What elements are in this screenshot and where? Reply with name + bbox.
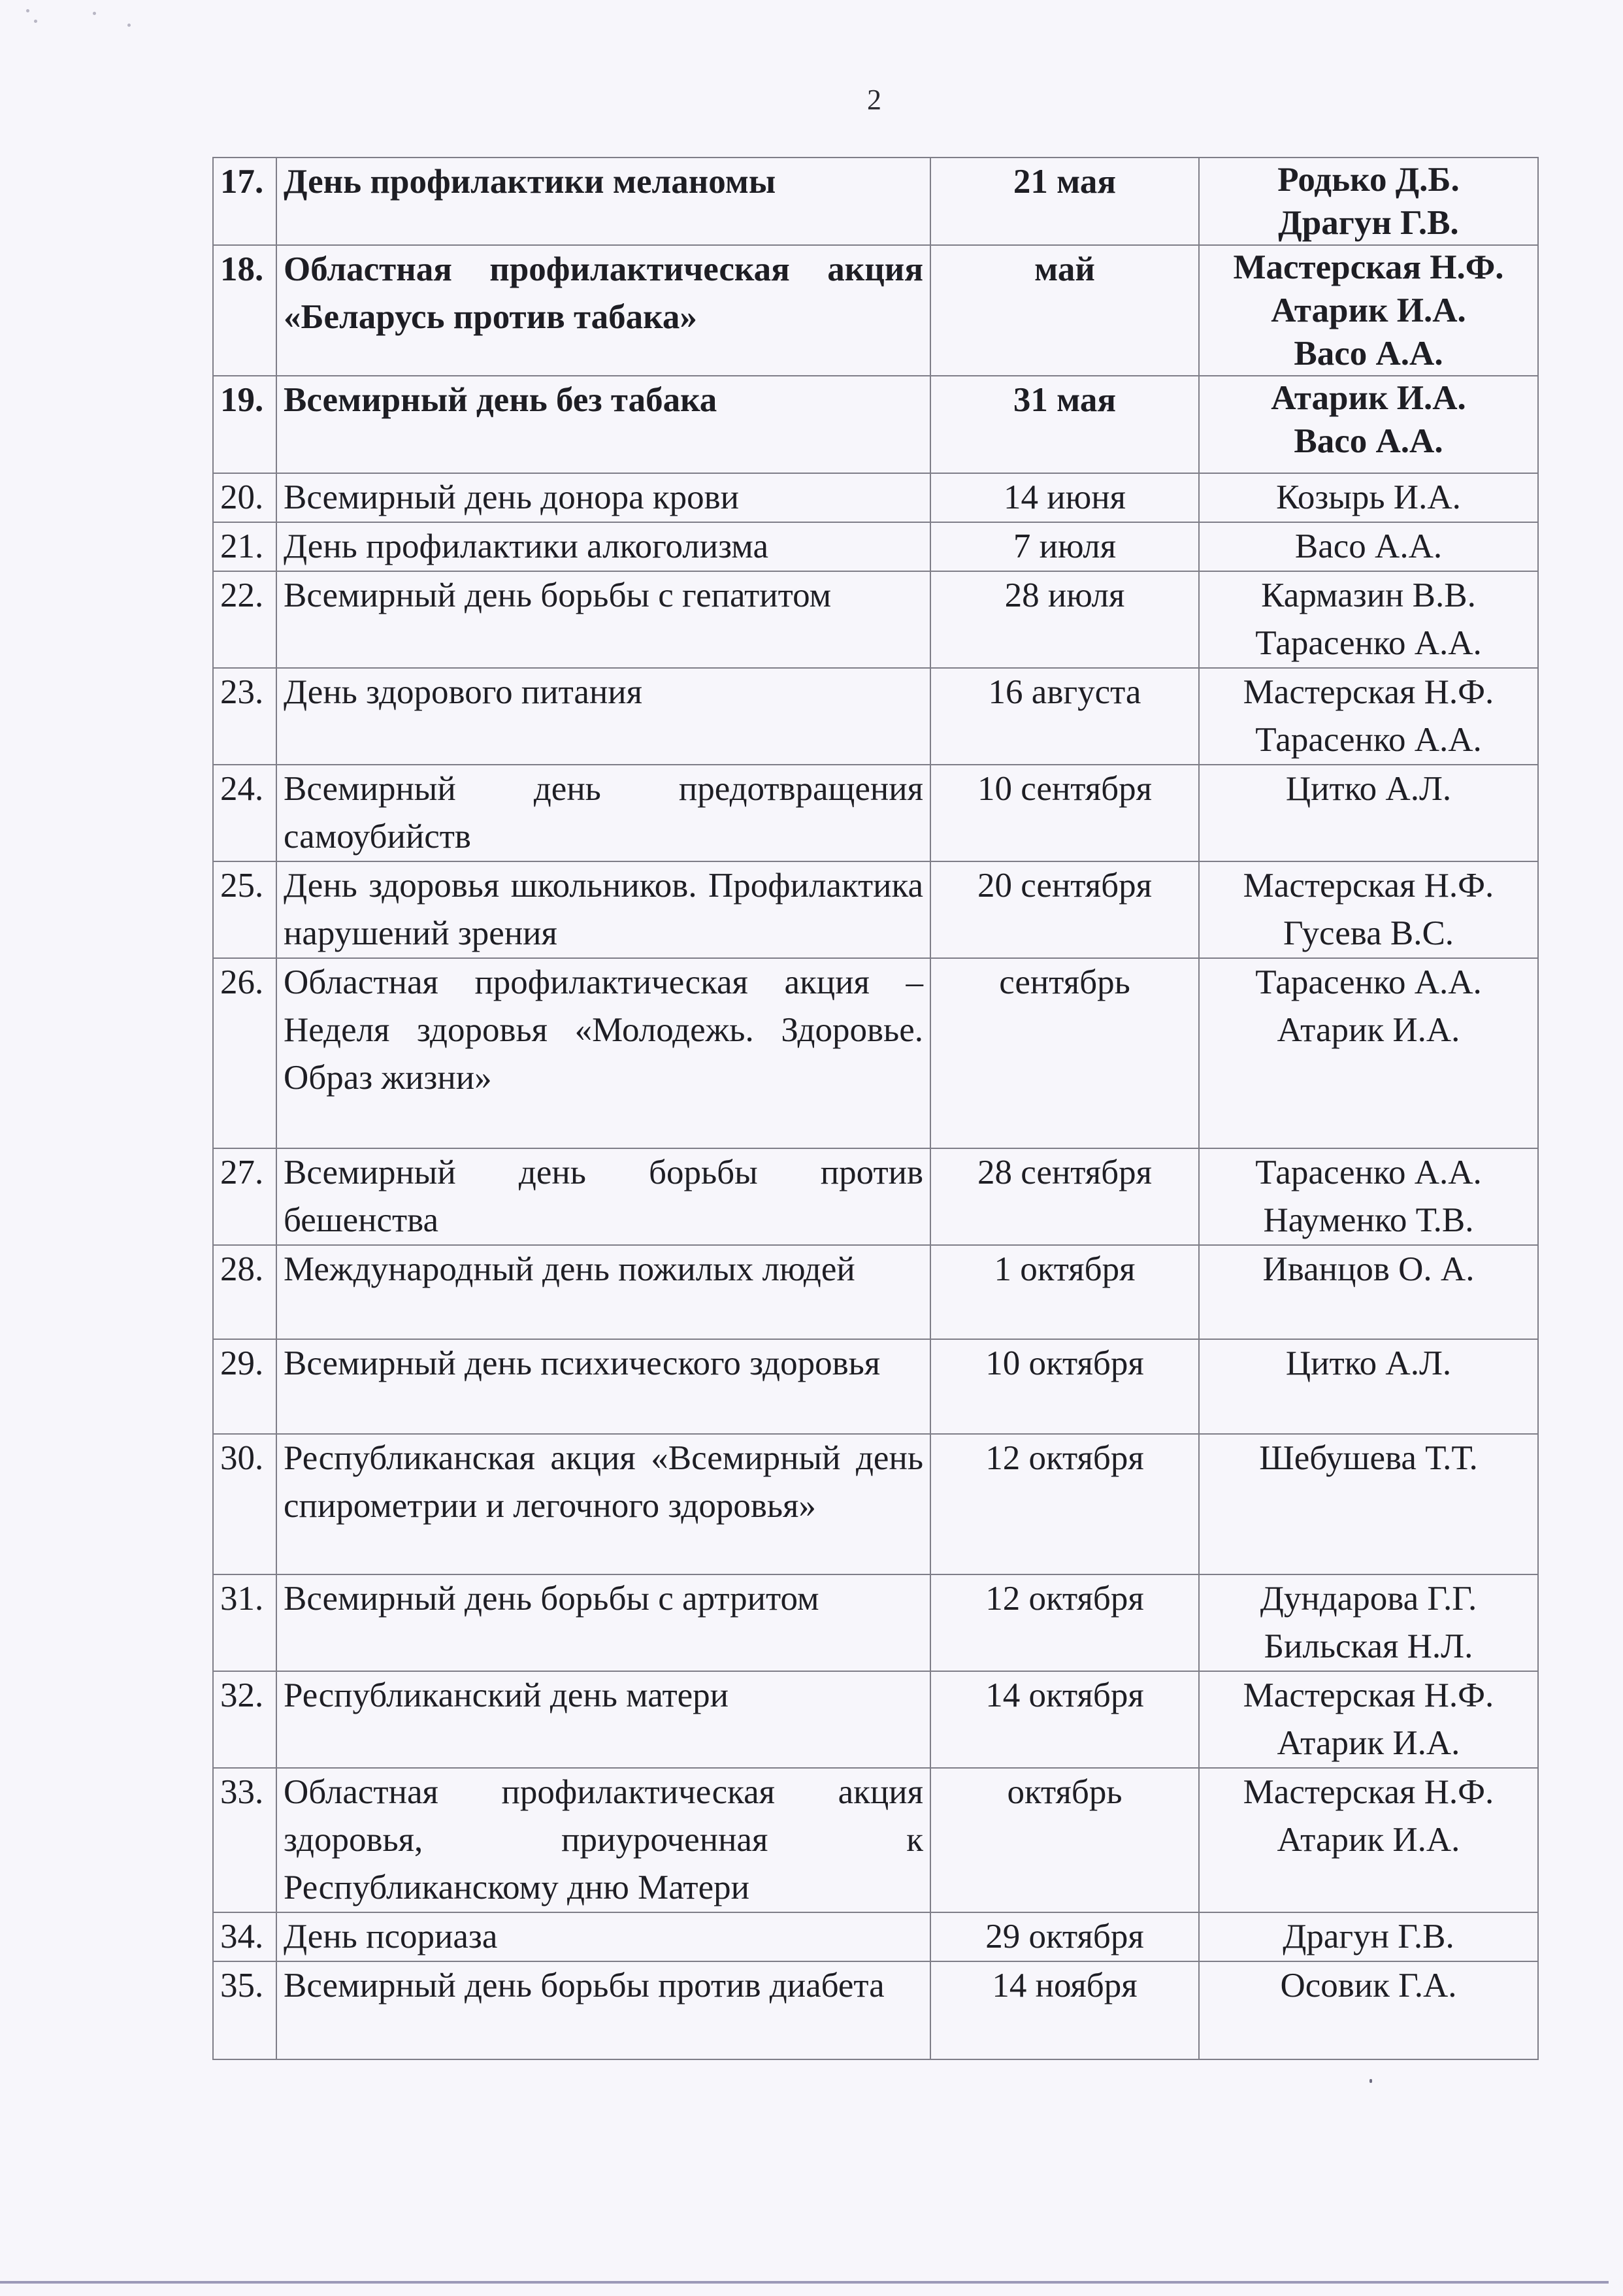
- event-name: Всемирный день психического здоровья: [276, 1339, 930, 1434]
- responsible-persons: [1199, 668, 1538, 765]
- scan-speck: [93, 12, 96, 15]
- event-name: Всемирный день борьбы против бешенства: [276, 1148, 930, 1245]
- responsible-persons: [1199, 1434, 1538, 1574]
- event-name: Всемирный день донора крови: [276, 473, 930, 522]
- table-row: [213, 958, 1538, 1148]
- event-date: 20 сентября: [930, 861, 1199, 958]
- event-name: Республиканский день матери: [276, 1671, 930, 1768]
- row-number: 23.: [213, 668, 276, 765]
- row-number: 22.: [213, 571, 276, 668]
- responsible-person: Осовик Г.А.: [1280, 1967, 1457, 2005]
- row-number: 28.: [213, 1245, 276, 1339]
- event-name: Международный день пожилых людей: [276, 1245, 930, 1339]
- event-date: 10 сентября: [930, 765, 1199, 861]
- table-row: [213, 158, 1538, 245]
- event-name: Всемирный день предотвращения самоубийств: [276, 765, 930, 861]
- responsible-persons: [1199, 571, 1538, 668]
- responsible-person: Атарик И.А.: [1271, 291, 1466, 329]
- event-date: 10 октября: [930, 1339, 1199, 1434]
- responsible-person: Драгун Г.В.: [1278, 204, 1459, 242]
- responsible-person: Дундарова Г.Г.: [1260, 1580, 1477, 1618]
- responsible-person: Атарик И.А.: [1277, 1821, 1460, 1859]
- event-name: Всемирный день борьбы с артритом: [276, 1574, 930, 1671]
- table-row: [213, 861, 1538, 958]
- table-row: [213, 245, 1538, 376]
- event-date: 7 июля: [930, 522, 1199, 571]
- event-date: октябрь: [930, 1768, 1199, 1912]
- responsible-person: Тарасенко А.А.: [1255, 963, 1482, 1001]
- scan-speck: [26, 9, 29, 12]
- table-row: [213, 1245, 1538, 1339]
- row-number: 35.: [213, 1961, 276, 2059]
- row-number: 25.: [213, 861, 276, 958]
- row-number: 20.: [213, 473, 276, 522]
- event-name: День здоровья школьников. Профилактика нарушений зрения: [276, 861, 930, 958]
- event-name: Всемирный день без табака: [276, 376, 930, 473]
- responsible-persons: [1199, 958, 1538, 1148]
- event-date: май: [930, 245, 1199, 376]
- event-name: День здорового питания: [276, 668, 930, 765]
- event-date: 28 сентября: [930, 1148, 1199, 1245]
- row-number: 18.: [213, 245, 276, 376]
- events-table-body: [213, 158, 1538, 2059]
- page-number: 2: [867, 84, 881, 116]
- scan-speck: [34, 20, 37, 23]
- event-date: 12 октября: [930, 1574, 1199, 1671]
- responsible-persons: [1199, 1961, 1538, 2059]
- event-date: 21 мая: [930, 158, 1199, 245]
- row-number: 27.: [213, 1148, 276, 1245]
- responsible-person: Мастерская Н.Ф.: [1243, 1676, 1494, 1714]
- responsible-person: Бильская Н.Л.: [1264, 1627, 1473, 1665]
- responsible-person: Мастерская Н.Ф.: [1243, 673, 1494, 711]
- responsible-person: Кармазин В.В.: [1261, 576, 1476, 614]
- event-date: сентябрь: [930, 958, 1199, 1148]
- table-row: [213, 1671, 1538, 1768]
- table-row: [213, 1768, 1538, 1912]
- event-date: 14 октября: [930, 1671, 1199, 1768]
- responsible-persons: [1199, 1574, 1538, 1671]
- table-row: [213, 571, 1538, 668]
- table-row: [213, 765, 1538, 861]
- responsible-person: Мастерская Н.Ф.: [1243, 1773, 1494, 1811]
- responsible-person: Мастерская Н.Ф.: [1243, 867, 1494, 905]
- event-date: 14 ноября: [930, 1961, 1199, 2059]
- event-name: Областная профилактическая акция «Беларусь против табака»: [276, 245, 930, 376]
- responsible-person: Тарасенко А.А.: [1255, 624, 1482, 662]
- responsible-person: Родько Д.Б.: [1277, 161, 1460, 199]
- responsible-person: Васо А.А.: [1294, 527, 1443, 565]
- table-row: [213, 522, 1538, 571]
- table-row: [213, 473, 1538, 522]
- responsible-persons: [1199, 158, 1538, 245]
- event-date: 16 августа: [930, 668, 1199, 765]
- responsible-persons: [1199, 1671, 1538, 1768]
- responsible-person: Васо А.А.: [1294, 422, 1443, 460]
- scan-bottom-edge: [0, 2281, 1609, 2284]
- row-number: 32.: [213, 1671, 276, 1768]
- table-row: [213, 1434, 1538, 1574]
- responsible-person: Атарик И.А.: [1277, 1011, 1460, 1049]
- responsible-person: Науменко Т.В.: [1263, 1201, 1474, 1239]
- row-number: 31.: [213, 1574, 276, 1671]
- table-row: [213, 1339, 1538, 1434]
- event-name: Областная профилактическая акция – Неделя здоровья «Молодежь. Здоровье. Образ жизни»: [276, 958, 930, 1148]
- row-number: 33.: [213, 1768, 276, 1912]
- row-number: 24.: [213, 765, 276, 861]
- responsible-person: Драгун Г.В.: [1283, 1918, 1454, 1955]
- row-number: 21.: [213, 522, 276, 571]
- event-name: Всемирный день борьбы против диабета: [276, 1961, 930, 2059]
- responsible-persons: [1199, 861, 1538, 958]
- responsible-persons: [1199, 1148, 1538, 1245]
- responsible-person: Иванцов О. А.: [1262, 1250, 1475, 1288]
- event-date: 1 октября: [930, 1245, 1199, 1339]
- event-date: 31 мая: [930, 376, 1199, 473]
- responsible-persons: [1199, 1339, 1538, 1434]
- responsible-person: Тарасенко А.А.: [1255, 1154, 1482, 1191]
- responsible-person: Цитко А.Л.: [1285, 770, 1452, 808]
- event-name: День псориаза: [276, 1912, 930, 1961]
- event-name: День профилактики алкоголизма: [276, 522, 930, 571]
- responsible-person: Шебушева Т.Т.: [1259, 1439, 1478, 1477]
- table-row: [213, 1148, 1538, 1245]
- row-number: 26.: [213, 958, 276, 1148]
- responsible-person: Тарасенко А.А.: [1255, 721, 1482, 759]
- responsible-persons: [1199, 1245, 1538, 1339]
- event-name: Республиканская акция «Всемирный день спирометрии и легочного здоровья»: [276, 1434, 930, 1574]
- event-date: 29 октября: [930, 1912, 1199, 1961]
- responsible-person: Мастерская Н.Ф.: [1233, 248, 1504, 286]
- responsible-person: Васо А.А.: [1294, 335, 1443, 373]
- event-date: 28 июля: [930, 571, 1199, 668]
- responsible-person: Козырь И.А.: [1276, 478, 1461, 516]
- responsible-persons: [1199, 1768, 1538, 1912]
- table-row: [213, 668, 1538, 765]
- responsible-persons: [1199, 765, 1538, 861]
- row-number: 30.: [213, 1434, 276, 1574]
- responsible-person: Цитко А.Л.: [1285, 1344, 1452, 1382]
- responsible-person: Атарик И.А.: [1277, 1724, 1460, 1762]
- responsible-persons: [1199, 376, 1538, 473]
- scan-speck: [127, 24, 131, 27]
- table-row: [213, 1574, 1538, 1671]
- table-row: [213, 376, 1538, 473]
- event-name: Областная профилактическая акция здоровья, приуроченная к Республиканскому дню Матери: [276, 1768, 930, 1912]
- row-number: 17.: [213, 158, 276, 245]
- responsible-person: Гусева В.С.: [1283, 914, 1454, 952]
- responsible-persons: [1199, 473, 1538, 522]
- responsible-persons: [1199, 1912, 1538, 1961]
- table-row: [213, 1961, 1538, 2059]
- table-row: [213, 1912, 1538, 1961]
- row-number: 34.: [213, 1912, 276, 1961]
- row-number: 19.: [213, 376, 276, 473]
- row-number: 29.: [213, 1339, 276, 1434]
- scan-artifact-specks: [20, 7, 150, 26]
- event-name: День профилактики меланомы: [276, 158, 930, 245]
- scan-speck: [1369, 2079, 1372, 2083]
- responsible-person: Атарик И.А.: [1271, 379, 1466, 417]
- events-table: [212, 157, 1539, 2060]
- event-date: 14 июня: [930, 473, 1199, 522]
- event-name: Всемирный день борьбы с гепатитом: [276, 571, 930, 668]
- event-date: 12 октября: [930, 1434, 1199, 1574]
- responsible-persons: [1199, 522, 1538, 571]
- responsible-persons: [1199, 245, 1538, 376]
